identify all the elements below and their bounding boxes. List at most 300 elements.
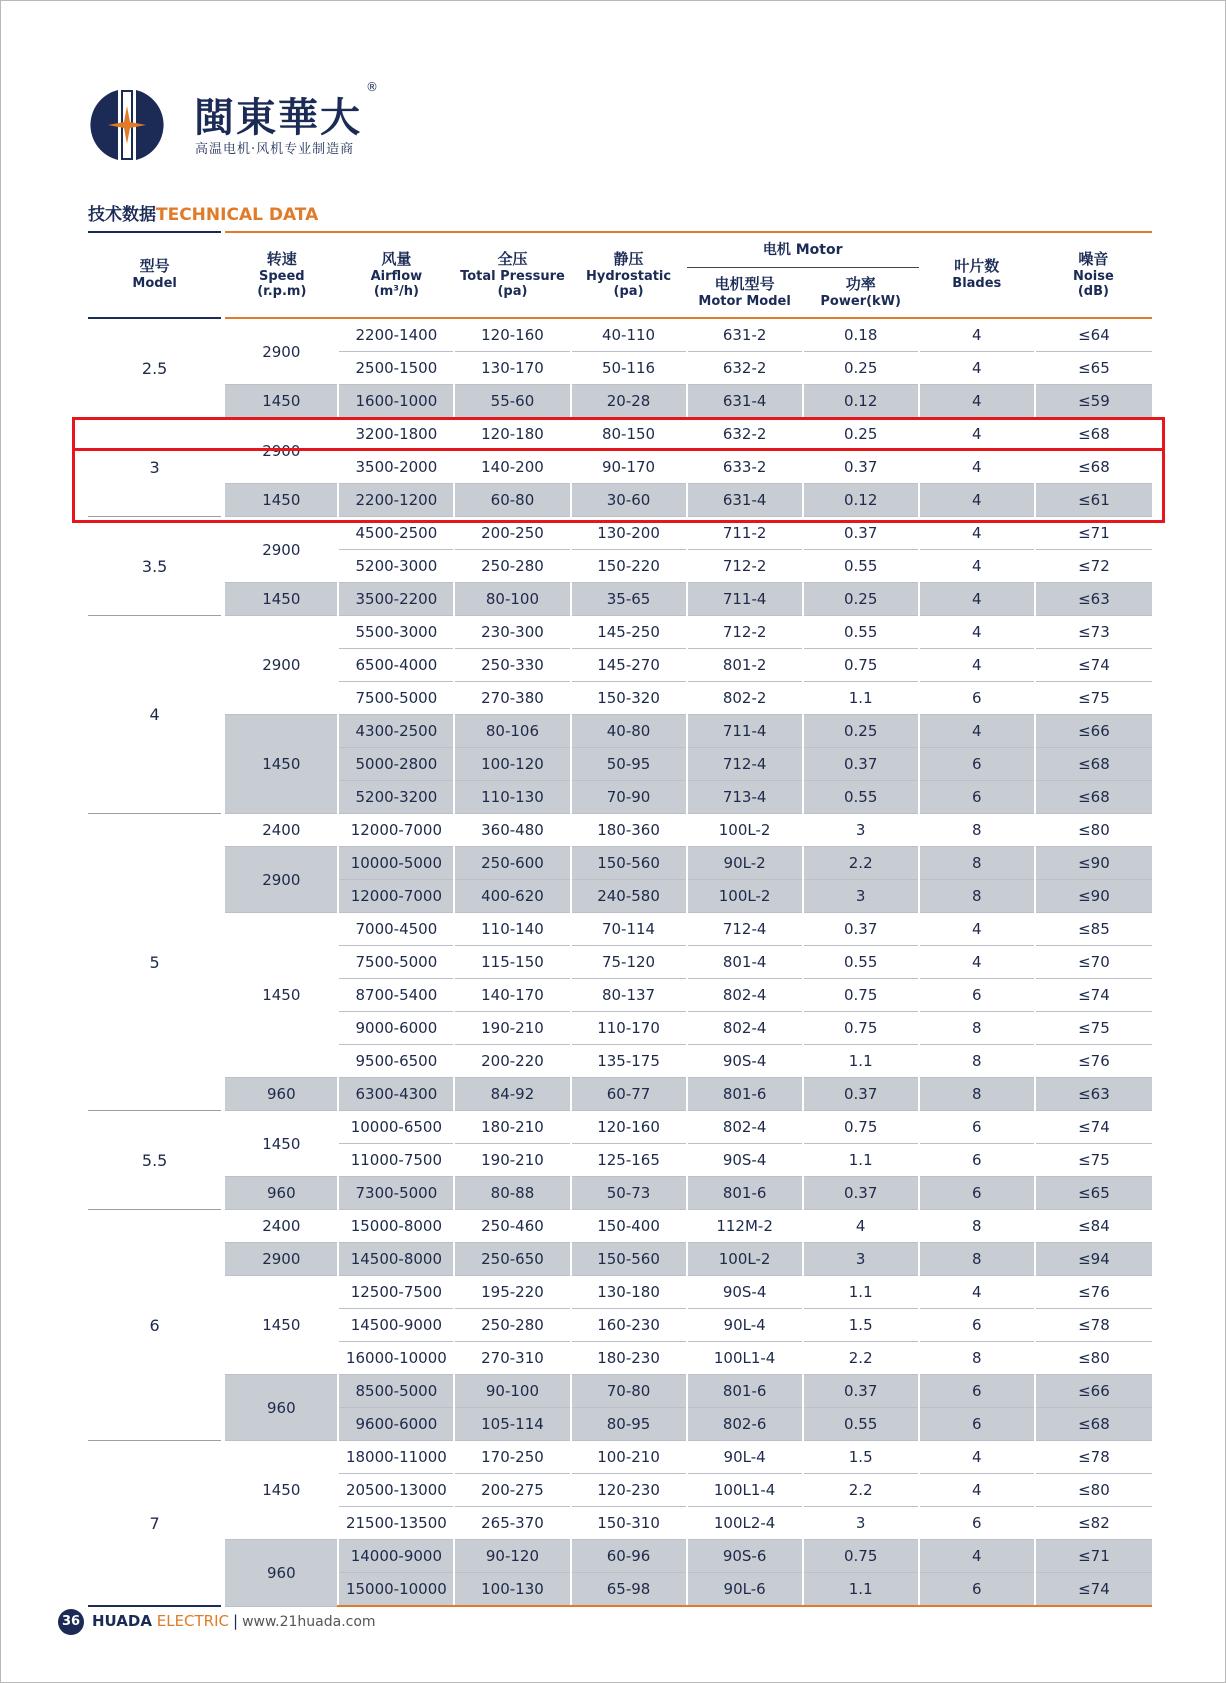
- cell-power: 0.25: [803, 418, 919, 451]
- table-row: [88, 1210, 1152, 1243]
- cell-total: 80-88: [454, 1177, 570, 1210]
- cell-noise: ≤63: [1035, 583, 1152, 616]
- cell-power: 3: [803, 880, 919, 913]
- cell-power: 2.2: [803, 1474, 919, 1507]
- table-row: [88, 385, 1152, 418]
- cell-airflow: 14000-9000: [338, 1540, 454, 1573]
- cell-power: 0.12: [803, 385, 919, 418]
- cell-power: 4: [803, 1210, 919, 1243]
- cell-static: 60-96: [571, 1540, 687, 1573]
- table-row: [88, 517, 1152, 550]
- cell-power: 0.37: [803, 517, 919, 550]
- cell-static: 110-170: [571, 1012, 687, 1045]
- cell-static: 125-165: [571, 1144, 687, 1177]
- cell-motor: 801-4: [687, 946, 803, 979]
- cell-blades: 4: [919, 649, 1035, 682]
- cell-airflow: 6300-4300: [338, 1078, 454, 1111]
- cell-static: 35-65: [571, 583, 687, 616]
- header-power: 功率 Power(kW): [803, 268, 919, 318]
- cell-noise: ≤64: [1035, 318, 1152, 352]
- cell-total: 250-600: [454, 847, 570, 880]
- cell-power: 0.37: [803, 1078, 919, 1111]
- cell-blades: 8: [919, 1012, 1035, 1045]
- cell-airflow: 4300-2500: [338, 715, 454, 748]
- cell-blades: 8: [919, 1210, 1035, 1243]
- cell-airflow: 12500-7500: [338, 1276, 454, 1309]
- cell-blades: 4: [919, 1474, 1035, 1507]
- cell-noise: ≤85: [1035, 913, 1152, 946]
- cell-static: 150-400: [571, 1210, 687, 1243]
- cell-blades: 6: [919, 1111, 1035, 1144]
- cell-blades: 8: [919, 1243, 1035, 1276]
- cell-blades: 6: [919, 1507, 1035, 1540]
- table-row: [88, 318, 1152, 352]
- cell-noise: ≤80: [1035, 1342, 1152, 1375]
- cell-noise: ≤76: [1035, 1276, 1152, 1309]
- cell-static: 65-98: [571, 1573, 687, 1607]
- cell-power: 0.25: [803, 583, 919, 616]
- cell-power: 1.1: [803, 1573, 919, 1607]
- cell-airflow: 8700-5400: [338, 979, 454, 1012]
- cell-airflow: 8500-5000: [338, 1375, 454, 1408]
- cell-noise: ≤78: [1035, 1441, 1152, 1474]
- cell-power: 0.75: [803, 649, 919, 682]
- cell-total: 110-140: [454, 913, 570, 946]
- cell-airflow: 7500-5000: [338, 682, 454, 715]
- cell-airflow: 5200-3200: [338, 781, 454, 814]
- cell-airflow: 3500-2000: [338, 451, 454, 484]
- cell-noise: ≤63: [1035, 1078, 1152, 1111]
- cell-blades: 6: [919, 748, 1035, 781]
- cell-airflow: 15000-8000: [338, 1210, 454, 1243]
- cell-motor: 712-2: [687, 550, 803, 583]
- huada-logo-icon: [88, 86, 184, 164]
- cell-blades: 6: [919, 1375, 1035, 1408]
- header-motor-model: 电机型号 Motor Model: [687, 268, 803, 318]
- table-row: [88, 913, 1152, 946]
- cell-power: 0.25: [803, 715, 919, 748]
- cell-motor: 633-2: [687, 451, 803, 484]
- cell-noise: ≤90: [1035, 847, 1152, 880]
- cell-noise: ≤66: [1035, 715, 1152, 748]
- cell-speed: 960: [223, 1078, 338, 1111]
- cell-total: 115-150: [454, 946, 570, 979]
- cell-power: 2.2: [803, 847, 919, 880]
- cell-total: 265-370: [454, 1507, 570, 1540]
- cell-motor: 712-4: [687, 748, 803, 781]
- cell-noise: ≤68: [1035, 451, 1152, 484]
- cell-blades: 4: [919, 318, 1035, 352]
- cell-model: 3.5: [88, 517, 223, 616]
- table-row: [88, 1540, 1152, 1573]
- cell-airflow: 10000-6500: [338, 1111, 454, 1144]
- footer-brand: HUADA: [92, 1612, 152, 1630]
- cell-power: 1.1: [803, 682, 919, 715]
- cell-static: 75-120: [571, 946, 687, 979]
- cell-motor: 100L-2: [687, 1243, 803, 1276]
- cell-blades: 4: [919, 550, 1035, 583]
- cell-total: 250-280: [454, 1309, 570, 1342]
- cell-static: 135-175: [571, 1045, 687, 1078]
- cell-blades: 4: [919, 1276, 1035, 1309]
- cell-motor: 711-4: [687, 715, 803, 748]
- cell-model: 5: [88, 814, 223, 1111]
- cell-speed: 1450: [223, 715, 338, 814]
- cell-total: 200-275: [454, 1474, 570, 1507]
- cell-power: 0.55: [803, 781, 919, 814]
- cell-noise: ≤68: [1035, 1408, 1152, 1441]
- cell-total: 360-480: [454, 814, 570, 847]
- cell-airflow: 10000-5000: [338, 847, 454, 880]
- cell-airflow: 2500-1500: [338, 352, 454, 385]
- cell-motor: 711-4: [687, 583, 803, 616]
- cell-blades: 4: [919, 418, 1035, 451]
- cell-airflow: 14500-8000: [338, 1243, 454, 1276]
- cell-power: 0.25: [803, 352, 919, 385]
- cell-static: 80-137: [571, 979, 687, 1012]
- cell-power: 1.1: [803, 1045, 919, 1078]
- cell-airflow: 9000-6000: [338, 1012, 454, 1045]
- cell-blades: 6: [919, 1144, 1035, 1177]
- cell-total: 110-130: [454, 781, 570, 814]
- cell-power: 0.37: [803, 913, 919, 946]
- cell-total: 55-60: [454, 385, 570, 418]
- cell-static: 130-180: [571, 1276, 687, 1309]
- cell-airflow: 16000-10000: [338, 1342, 454, 1375]
- cell-airflow: 18000-11000: [338, 1441, 454, 1474]
- table-row: [88, 1276, 1152, 1309]
- cell-static: 145-250: [571, 616, 687, 649]
- cell-motor: 802-6: [687, 1408, 803, 1441]
- cell-speed: 2400: [223, 1210, 338, 1243]
- cell-total: 195-220: [454, 1276, 570, 1309]
- cell-blades: 4: [919, 583, 1035, 616]
- cell-blades: 4: [919, 1441, 1035, 1474]
- cell-total: 200-250: [454, 517, 570, 550]
- cell-noise: ≤74: [1035, 1111, 1152, 1144]
- cell-static: 60-77: [571, 1078, 687, 1111]
- cell-speed: 1450: [223, 385, 338, 418]
- cell-total: 80-106: [454, 715, 570, 748]
- cell-airflow: 9500-6500: [338, 1045, 454, 1078]
- cell-motor: 90L-4: [687, 1309, 803, 1342]
- cell-power: 0.55: [803, 550, 919, 583]
- cell-power: 0.55: [803, 1408, 919, 1441]
- cell-blades: 8: [919, 1342, 1035, 1375]
- cell-motor: 711-2: [687, 517, 803, 550]
- cell-power: 0.37: [803, 1177, 919, 1210]
- cell-airflow: 6500-4000: [338, 649, 454, 682]
- cell-blades: 6: [919, 682, 1035, 715]
- brand-subtitle: 高温电机·风机专业制造商: [195, 142, 355, 157]
- cell-noise: ≤71: [1035, 517, 1152, 550]
- cell-motor: 100L2-4: [687, 1507, 803, 1540]
- cell-total: 230-300: [454, 616, 570, 649]
- cell-noise: ≤74: [1035, 649, 1152, 682]
- cell-static: 50-95: [571, 748, 687, 781]
- cell-motor: 801-6: [687, 1375, 803, 1408]
- cell-static: 180-360: [571, 814, 687, 847]
- table-row: [88, 418, 1152, 451]
- cell-airflow: 7000-4500: [338, 913, 454, 946]
- cell-static: 150-320: [571, 682, 687, 715]
- cell-speed: 2900: [223, 616, 338, 715]
- page-number: 36: [58, 1609, 84, 1635]
- cell-blades: 8: [919, 847, 1035, 880]
- cell-static: 130-200: [571, 517, 687, 550]
- cell-total: 100-130: [454, 1573, 570, 1607]
- cell-total: 80-100: [454, 583, 570, 616]
- cell-noise: ≤61: [1035, 484, 1152, 517]
- cell-noise: ≤84: [1035, 1210, 1152, 1243]
- cell-blades: 4: [919, 1540, 1035, 1573]
- cell-blades: 4: [919, 451, 1035, 484]
- table-row: [88, 1441, 1152, 1474]
- cell-motor: 631-4: [687, 385, 803, 418]
- cell-motor: 802-4: [687, 979, 803, 1012]
- cell-airflow: 12000-7000: [338, 880, 454, 913]
- cell-static: 150-560: [571, 1243, 687, 1276]
- cell-total: 90-100: [454, 1375, 570, 1408]
- cell-power: 0.75: [803, 1111, 919, 1144]
- cell-noise: ≤70: [1035, 946, 1152, 979]
- header-airflow: 风量 Airflow (m³/h): [338, 232, 454, 318]
- cell-speed: 2900: [223, 517, 338, 583]
- cell-static: 50-116: [571, 352, 687, 385]
- table-body: [88, 318, 1152, 1606]
- header-speed: 转速 Speed (r.p.m): [223, 232, 338, 318]
- cell-airflow: 2200-1200: [338, 484, 454, 517]
- cell-airflow: 5200-3000: [338, 550, 454, 583]
- cell-motor: 100L-2: [687, 814, 803, 847]
- cell-static: 30-60: [571, 484, 687, 517]
- cell-blades: 8: [919, 814, 1035, 847]
- cell-speed: 1450: [223, 583, 338, 616]
- cell-speed: 1450: [223, 1441, 338, 1540]
- cell-noise: ≤73: [1035, 616, 1152, 649]
- cell-power: 3: [803, 814, 919, 847]
- cell-noise: ≤68: [1035, 418, 1152, 451]
- cell-power: 3: [803, 1243, 919, 1276]
- cell-static: 70-114: [571, 913, 687, 946]
- cell-airflow: 9600-6000: [338, 1408, 454, 1441]
- table-row: [88, 1078, 1152, 1111]
- cell-static: 120-230: [571, 1474, 687, 1507]
- cell-blades: 4: [919, 385, 1035, 418]
- cell-blades: 4: [919, 517, 1035, 550]
- cell-noise: ≤59: [1035, 385, 1152, 418]
- cell-total: 120-160: [454, 318, 570, 352]
- cell-noise: ≤65: [1035, 352, 1152, 385]
- cell-noise: ≤72: [1035, 550, 1152, 583]
- section-title: [88, 200, 318, 225]
- cell-total: 100-120: [454, 748, 570, 781]
- cell-power: 0.55: [803, 616, 919, 649]
- cell-static: 70-80: [571, 1375, 687, 1408]
- cell-power: 1.1: [803, 1276, 919, 1309]
- cell-motor: 90S-4: [687, 1045, 803, 1078]
- cell-static: 160-230: [571, 1309, 687, 1342]
- highlight-divider: [72, 448, 1162, 451]
- table-row: [88, 1243, 1152, 1276]
- table-row: [88, 484, 1152, 517]
- cell-airflow: 5000-2800: [338, 748, 454, 781]
- cell-airflow: 4500-2500: [338, 517, 454, 550]
- section-title-en: TECHNICAL DATA: [156, 205, 319, 225]
- cell-model: 2.5: [88, 318, 223, 418]
- cell-motor: 801-6: [687, 1177, 803, 1210]
- footer: [92, 1612, 376, 1630]
- cell-motor: 632-2: [687, 418, 803, 451]
- table-row: [88, 1177, 1152, 1210]
- cell-static: 240-580: [571, 880, 687, 913]
- cell-static: 80-95: [571, 1408, 687, 1441]
- cell-motor: 801-2: [687, 649, 803, 682]
- cell-noise: ≤80: [1035, 1474, 1152, 1507]
- cell-motor: 802-4: [687, 1012, 803, 1045]
- cell-total: 250-650: [454, 1243, 570, 1276]
- cell-motor: 90S-4: [687, 1144, 803, 1177]
- cell-motor: 100L-2: [687, 880, 803, 913]
- cell-model: 5.5: [88, 1111, 223, 1210]
- cell-motor: 632-2: [687, 352, 803, 385]
- header-total-pressure: 全压 Total Pressure (pa): [454, 232, 570, 318]
- cell-noise: ≤65: [1035, 1177, 1152, 1210]
- cell-static: 90-170: [571, 451, 687, 484]
- cell-airflow: 12000-7000: [338, 814, 454, 847]
- cell-power: 1.1: [803, 1144, 919, 1177]
- cell-airflow: 20500-13000: [338, 1474, 454, 1507]
- cell-noise: ≤78: [1035, 1309, 1152, 1342]
- cell-power: 3: [803, 1507, 919, 1540]
- header-noise: 噪音 Noise (dB): [1035, 232, 1152, 318]
- cell-motor: 712-4: [687, 913, 803, 946]
- cell-motor: 100L1-4: [687, 1474, 803, 1507]
- cell-noise: ≤74: [1035, 979, 1152, 1012]
- registered-mark: ®: [366, 80, 378, 94]
- cell-speed: 2900: [223, 318, 338, 385]
- cell-motor: 631-2: [687, 318, 803, 352]
- cell-airflow: 21500-13500: [338, 1507, 454, 1540]
- cell-static: 40-80: [571, 715, 687, 748]
- footer-url[interactable]: www.21huada.com: [242, 1614, 376, 1630]
- cell-total: 200-220: [454, 1045, 570, 1078]
- cell-static: 40-110: [571, 318, 687, 352]
- cell-motor: 90S-6: [687, 1540, 803, 1573]
- cell-blades: 6: [919, 1573, 1035, 1607]
- cell-blades: 6: [919, 1177, 1035, 1210]
- cell-motor: 100L1-4: [687, 1342, 803, 1375]
- cell-power: 0.75: [803, 1012, 919, 1045]
- cell-speed: 960: [223, 1177, 338, 1210]
- cell-airflow: 1600-1000: [338, 385, 454, 418]
- cell-power: 0.37: [803, 1375, 919, 1408]
- table-row: [88, 814, 1152, 847]
- cell-total: 90-120: [454, 1540, 570, 1573]
- table-row: [88, 583, 1152, 616]
- cell-speed: 960: [223, 1375, 338, 1441]
- cell-speed: 1450: [223, 1111, 338, 1177]
- cell-total: 190-210: [454, 1144, 570, 1177]
- cell-airflow: 3500-2200: [338, 583, 454, 616]
- header-model: 型号 Model: [88, 232, 223, 318]
- cell-total: 270-380: [454, 682, 570, 715]
- cell-blades: 4: [919, 913, 1035, 946]
- cell-motor: 631-4: [687, 484, 803, 517]
- cell-static: 20-28: [571, 385, 687, 418]
- table-row: [88, 847, 1152, 880]
- cell-motor: 90L-6: [687, 1573, 803, 1607]
- cell-blades: 4: [919, 715, 1035, 748]
- section-title-cn: 技术数据: [88, 205, 156, 225]
- cell-static: 150-220: [571, 550, 687, 583]
- cell-static: 80-150: [571, 418, 687, 451]
- cell-noise: ≤68: [1035, 748, 1152, 781]
- cell-model: 4: [88, 616, 223, 814]
- cell-power: 0.18: [803, 318, 919, 352]
- cell-airflow: 5500-3000: [338, 616, 454, 649]
- header-hydrostatic: 静压 Hydrostatic (pa): [571, 232, 687, 318]
- cell-static: 120-160: [571, 1111, 687, 1144]
- cell-blades: 8: [919, 880, 1035, 913]
- cell-power: 0.37: [803, 451, 919, 484]
- cell-blades: 4: [919, 484, 1035, 517]
- cell-airflow: 3200-1800: [338, 418, 454, 451]
- cell-total: 130-170: [454, 352, 570, 385]
- cell-total: 250-280: [454, 550, 570, 583]
- cell-total: 140-200: [454, 451, 570, 484]
- cell-speed: 960: [223, 1540, 338, 1607]
- cell-noise: ≤68: [1035, 781, 1152, 814]
- brand-name: 閩東華大: [194, 94, 362, 141]
- cell-total: 190-210: [454, 1012, 570, 1045]
- cell-total: 105-114: [454, 1408, 570, 1441]
- header-blades: 叶片数 Blades: [919, 232, 1035, 318]
- cell-total: 400-620: [454, 880, 570, 913]
- cell-blades: 6: [919, 1309, 1035, 1342]
- cell-motor: 112M-2: [687, 1210, 803, 1243]
- cell-noise: ≤80: [1035, 814, 1152, 847]
- cell-power: 0.75: [803, 979, 919, 1012]
- cell-power: 0.37: [803, 748, 919, 781]
- cell-power: 2.2: [803, 1342, 919, 1375]
- footer-divider: |: [233, 1612, 239, 1630]
- cell-noise: ≤82: [1035, 1507, 1152, 1540]
- cell-airflow: 11000-7500: [338, 1144, 454, 1177]
- cell-speed: 2400: [223, 814, 338, 847]
- cell-total: 140-170: [454, 979, 570, 1012]
- cell-motor: 713-4: [687, 781, 803, 814]
- cell-blades: 6: [919, 1408, 1035, 1441]
- cell-total: 180-210: [454, 1111, 570, 1144]
- cell-total: 250-330: [454, 649, 570, 682]
- cell-airflow: 7500-5000: [338, 946, 454, 979]
- cell-speed: 1450: [223, 1276, 338, 1375]
- cell-noise: ≤75: [1035, 1012, 1152, 1045]
- cell-blades: 8: [919, 1078, 1035, 1111]
- cell-total: 120-180: [454, 418, 570, 451]
- table-row: [88, 715, 1152, 748]
- cell-speed: 2900: [223, 418, 338, 484]
- cell-airflow: 15000-10000: [338, 1573, 454, 1607]
- cell-total: 170-250: [454, 1441, 570, 1474]
- cell-total: 84-92: [454, 1078, 570, 1111]
- cell-blades: 4: [919, 946, 1035, 979]
- cell-blades: 6: [919, 781, 1035, 814]
- cell-static: 145-270: [571, 649, 687, 682]
- table-row: [88, 616, 1152, 649]
- cell-motor: 801-6: [687, 1078, 803, 1111]
